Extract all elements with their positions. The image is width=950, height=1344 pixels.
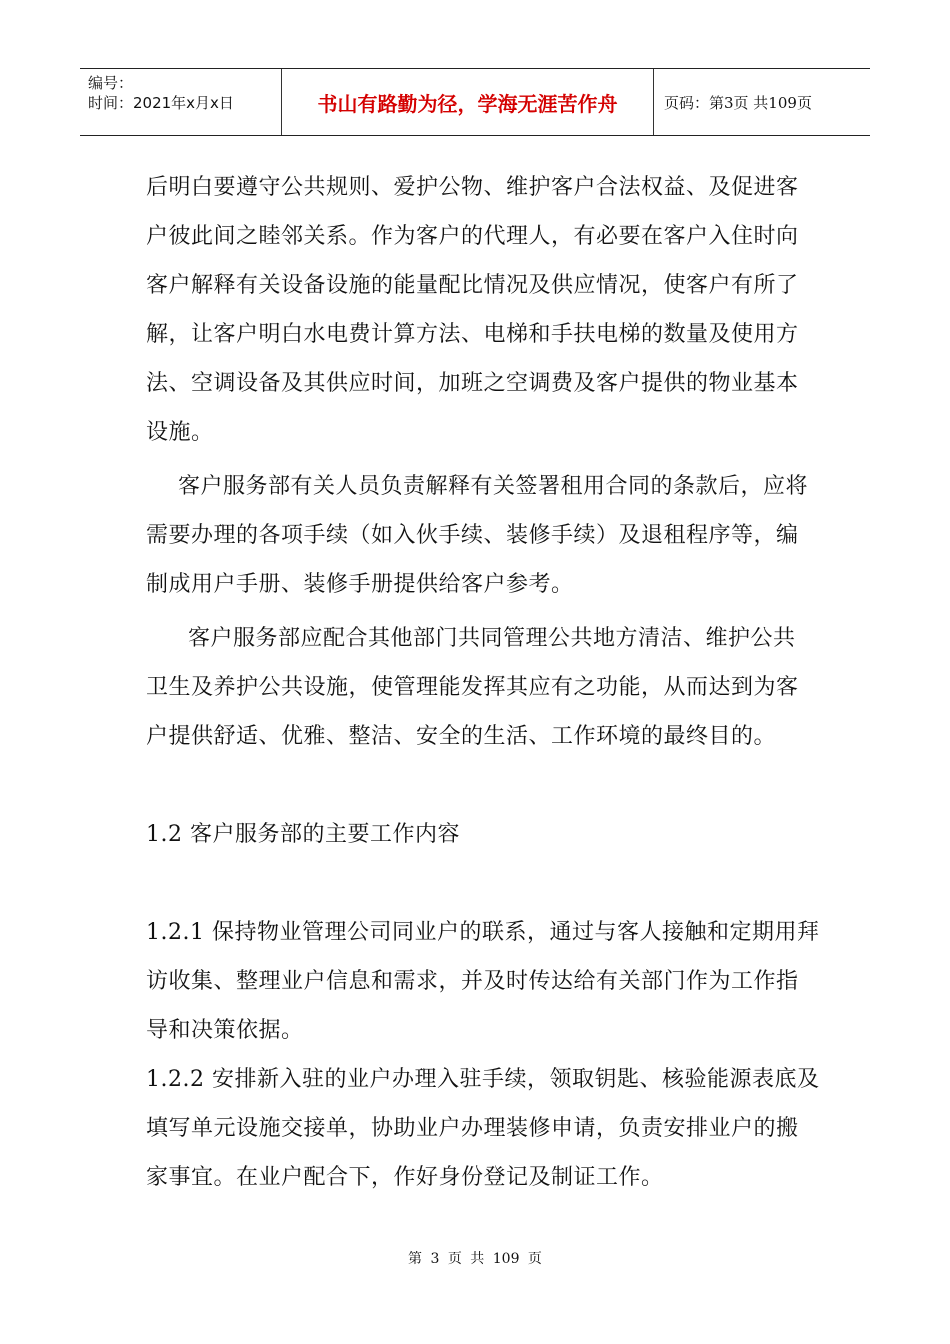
paragraph-line: 客户服务部有关人员负责解释有关签署租用合同的条款后，应将: [178, 474, 809, 499]
header-motto: 书山有路勤为径，学海无涯苦作舟: [317, 91, 618, 116]
header-page-cell: [654, 69, 870, 135]
section-heading: 1.2 客户服务部的主要工作内容: [146, 822, 460, 847]
paragraph-line: 卫生及养护公共设施，使管理能发挥其应有之功能，从而达到为客: [146, 675, 799, 700]
list-item-line: 导和决策依据。: [146, 1018, 304, 1043]
document-date-label: 时间：2021年x月x日: [88, 94, 234, 112]
document-header: [80, 68, 870, 136]
header-meta-cell: [80, 69, 282, 135]
paragraph-line: 设施。: [146, 420, 214, 445]
list-item-line: 1.2.1 保持物业管理公司同业户的联系，通过与客人接触和定期用拜: [146, 920, 820, 945]
paragraph-line: 解，让客户明白水电费计算方法、电梯和手扶电梯的数量及使用方: [146, 322, 799, 347]
paragraph-line: 客户服务部应配合其他部门共同管理公共地方清洁、维护公共: [188, 626, 796, 651]
document-number-label: 编号：: [88, 74, 134, 92]
paragraph-line: 需要办理的各项手续（如入伙手续、装修手续）及退租程序等，编: [146, 523, 799, 548]
page-footer: [0, 1248, 950, 1268]
paragraph-line: 法、空调设备及其供应时间，加班之空调费及客户提供的物业基本: [146, 371, 799, 396]
list-item-line: 1.2.2 安排新入驻的业户办理入驻手续，领取钥匙、核验能源表底及: [146, 1067, 820, 1092]
paragraph-line: 客户解释有关设备设施的能量配比情况及供应情况，使客户有所了: [146, 273, 799, 298]
list-item-line: 家事宜。在业户配合下，作好身份登记及制证工作。: [146, 1165, 664, 1190]
list-item-line: 访收集、整理业户信息和需求，并及时传达给有关部门作为工作指: [146, 969, 799, 994]
paragraph-line: 户彼此间之睦邻关系。作为客户的代理人，有必要在客户入住时向: [146, 224, 799, 249]
header-motto-cell: [282, 69, 654, 135]
header-page-info: 页码：第3页 共109页: [664, 93, 812, 112]
paragraph-line: 户提供舒适、优雅、整洁、安全的生活、工作环境的最终目的。: [146, 724, 777, 749]
paragraph-line: 后明白要遵守公共规则、爱护公物、维护客户合法权益、及促进客: [146, 175, 799, 200]
footer-page-number: 第 3 页 共 109 页: [408, 1251, 542, 1267]
paragraph-line: 制成用户手册、装修手册提供给客户参考。: [146, 572, 574, 597]
list-item-line: 填写单元设施交接单，协助业户办理装修申请，负责安排业户的搬: [146, 1116, 799, 1141]
